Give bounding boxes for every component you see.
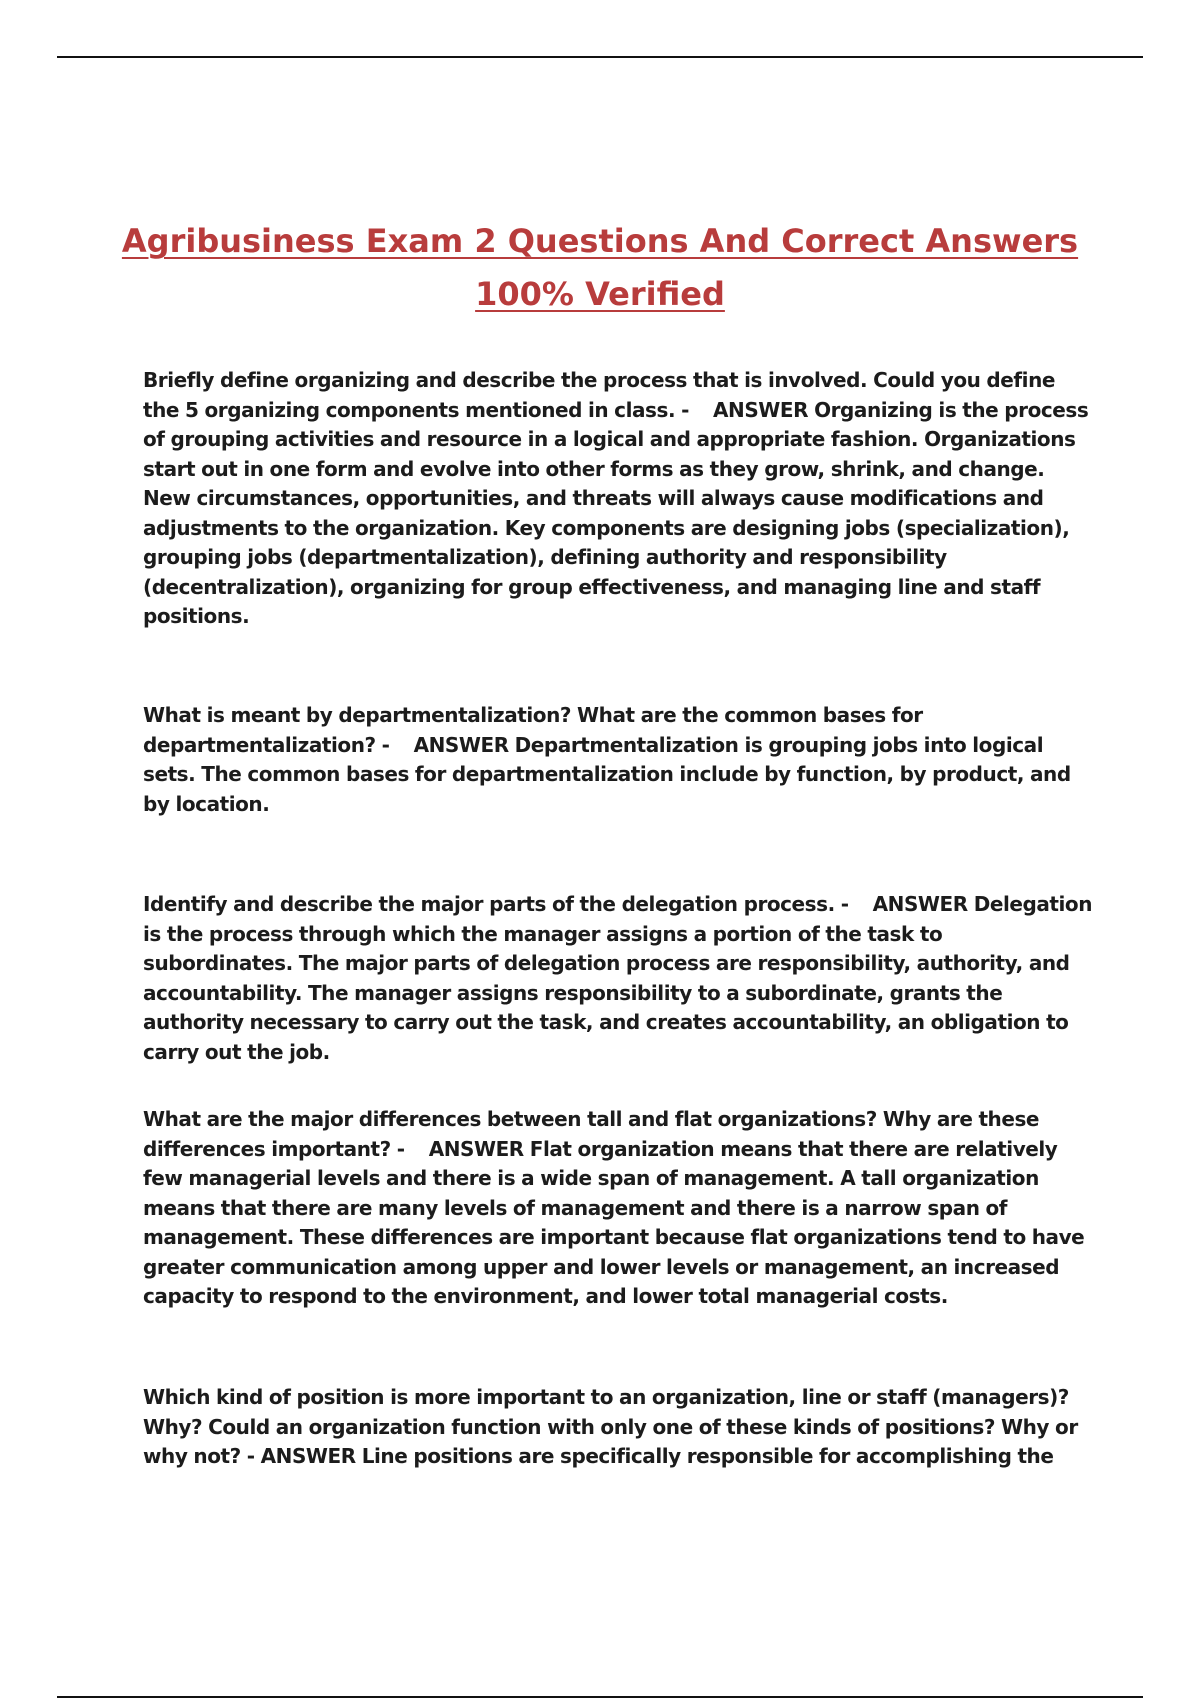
document-title [100,215,1100,321]
answer-label: ANSWER [413,732,509,757]
answer-label: ANSWER [428,1136,524,1161]
answer-label: ANSWER [872,892,968,916]
qa-item-3 [143,890,1093,1067]
question-text: What are the major differences between tall and flat organizations? Why are these differences important? [143,1107,1040,1161]
separator: - [240,1444,261,1468]
title-line-2: 100% Verified [475,275,725,314]
answer-text: Departmentalization is grouping jobs into logical sets. The common bases for departmentalization include by function, by product, and by location. [143,732,1071,816]
question-text: Identify and describe the major parts of the delegation process. [143,892,835,916]
top-rule [57,56,1143,58]
qa-item-1 [143,366,1093,632]
answer-text: Flat organization means that there are relatively few managerial levels and there is a wide span of management. A tall organization means that there are many levels of management and there is a narrow span of management. These differences are important because flat organizations tend to have greater communication among upper and lower levels or management, an increased capacity to respond to the environment, and lower total managerial costs. [143,1136,1085,1308]
separator: - [675,397,714,422]
question-text: What is meant by departmentalization? What are the common bases for departmentalization? [143,703,923,757]
answer-text: Organizing is the process of grouping activities and resource in a logical and appropriate fashion. Organizations start out in one form and evolve into other forms as they grow, shrink, and change. New circumstances, opportunities, and threats will always cause modifications and adjustments to the organization. Key components are designing jobs (specialization), grouping jobs (departmentalization), defining authority and responsibility (decentralization), organizing for group effectiveness, and managing line and staff positions. [143,397,1089,628]
question-text: Briefly define organizing and describe the process that is involved. Could you define the 5 organizing components mentioned in class. [143,368,1055,422]
answer-text: Delegation is the process through which the manager assigns a portion of the task to subordinates. The major parts of delegation process are responsibility, authority, and accountability. The manager assigns responsibility to a subordinate, grants the authority necessary to carry out the task, and creates accountability, an obligation to carry out the job. [143,892,1093,1064]
question-text: Which kind of position is more important to an organization, line or staff (managers)? Why? Could an organization function with only one of these kinds of positions? Why or why not? [143,1385,1078,1468]
separator: - [375,732,414,757]
qa-item-4 [143,1105,1093,1312]
separator: - [390,1136,429,1161]
qa-item-2 [143,701,1093,819]
answer-text: Line positions are specifically responsible for accomplishing the [361,1444,1054,1468]
bottom-rule [57,1696,1143,1698]
separator: - [834,892,873,916]
title-line-1: Agribusiness Exam 2 Questions And Correct Answers [121,222,1079,261]
qa-item-5 [143,1383,1093,1472]
answer-label: ANSWER [260,1444,356,1468]
answer-label: ANSWER [713,397,809,422]
